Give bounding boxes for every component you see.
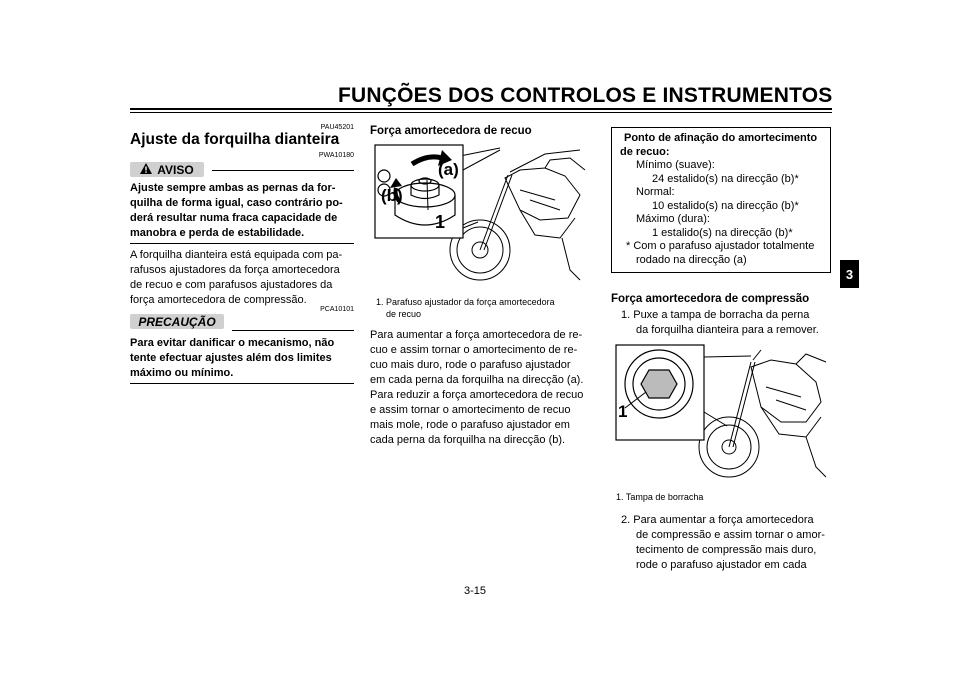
warning-line: manobra e perda de estabilidade. — [130, 227, 305, 239]
warning-triangle-icon — [140, 163, 152, 177]
box-min-value: 24 estalido(s) na direcção (b)* — [652, 172, 799, 185]
page-number: 3-15 — [464, 585, 487, 597]
box-normal-label: Normal: — [636, 186, 675, 198]
rebound-figure — [370, 140, 597, 287]
label-rubber-cap-1: 1 — [618, 402, 628, 421]
caution-rule — [232, 330, 354, 331]
step-line: de compressão e assim tornar o amor- — [636, 529, 825, 541]
compression-step-2 — [611, 513, 831, 573]
step-line: 2. Para aumentar a força amortecedora — [621, 514, 814, 526]
box-normal-value: 10 estalido(s) na direcção (b)* — [652, 199, 799, 212]
compression-step-1 — [611, 308, 831, 338]
rebound-figure-caption — [376, 296, 598, 320]
label-part-1: 1 — [435, 212, 446, 232]
rebound-line: e assim tornar o amortecimento de recuo — [370, 404, 571, 416]
section-code: PAU45201 — [320, 124, 354, 131]
section-title: Ajuste da forquilha dianteira — [130, 131, 340, 148]
motorcycle-illustration-2 — [611, 342, 834, 482]
caption-line: de recuo — [386, 309, 422, 319]
rebound-line: mais mole, rode o parafuso ajustador em — [370, 419, 570, 431]
compression-figure-caption: 1. Tampa de borracha — [616, 492, 704, 502]
step-line: 1. Puxe a tampa de borracha da perna — [621, 309, 810, 321]
rebound-heading: Força amortecedora de recuo — [370, 125, 532, 137]
box-max-value: 1 estalido(s) na direcção (b)* — [652, 226, 793, 239]
rebound-paragraph — [370, 328, 598, 448]
intro-line: A forquilha dianteira está equipada com pa- — [130, 249, 343, 261]
motorcycle-illustration — [370, 140, 597, 287]
box-title: Ponto de afinação do amortecimento — [624, 132, 818, 144]
step-line: rode o parafuso ajustador em cada — [636, 559, 807, 571]
warning-badge — [130, 162, 204, 177]
box-max-label: Máximo (dura): — [636, 213, 710, 225]
box-min-label: Mínimo (suave): — [636, 159, 715, 171]
intro-line: de recuo e com parafusos ajustadores da — [130, 279, 333, 291]
warning-badge-label: AVISO — [157, 162, 194, 177]
header-rule-thin — [130, 112, 832, 113]
warning-line: Ajuste sempre ambas as pernas da for- — [130, 182, 336, 194]
warning-end-rule — [130, 243, 354, 244]
intro-line: rafusos ajustadores da força amortecedora — [130, 264, 340, 276]
box-footnote-cont: rodado na direcção (a) — [636, 253, 747, 266]
header-rule-thick — [130, 108, 832, 110]
caution-line: máximo ou mínimo. — [130, 367, 234, 379]
warning-line: derá resultar numa fraca capacidade de — [130, 212, 338, 224]
rebound-line: em cada perna da forquilha na direcção (a). — [370, 374, 584, 386]
caution-line: Para evitar danificar o mecanismo, não — [130, 337, 335, 349]
intro-line: força amortecedora de compressão. — [130, 294, 307, 306]
warning-text — [130, 181, 355, 241]
chapter-tab: 3 — [840, 260, 859, 288]
intro-paragraph — [130, 248, 355, 308]
label-direction-b: (b) — [381, 186, 403, 205]
caution-line: tente efectuar ajustes além dos limites — [130, 352, 332, 364]
label-direction-a: (a) — [438, 160, 459, 179]
caution-text — [130, 336, 355, 381]
caution-end-rule — [130, 383, 354, 384]
box-title-cont: de recuo: — [620, 145, 670, 158]
rebound-settings-box — [611, 127, 831, 273]
warning-line: quilha de forma igual, caso contrário po- — [130, 197, 343, 209]
compression-figure — [611, 342, 834, 482]
page-header-title: FUNÇÕES DOS CONTROLOS E INSTRUMENTOS — [338, 84, 833, 107]
rebound-line: cuo e assim tornar o amortecimento de re- — [370, 344, 578, 356]
compression-heading: Força amortecedora de compressão — [611, 293, 810, 305]
box-footnote: * Com o parafuso ajustador totalmente — [626, 240, 815, 252]
rebound-line: cada perna da forquilha na direcção (b). — [370, 434, 566, 446]
step-line: tecimento de compressão mais duro, — [636, 544, 817, 556]
caption-line: 1. Parafuso ajustador da força amortecedora — [376, 297, 555, 307]
rebound-line: Para reduzir a força amortecedora de recuo — [370, 389, 584, 401]
warning-code: PWA10180 — [318, 152, 354, 159]
warning-rule — [212, 170, 354, 171]
caution-badge: PRECAUÇÃO — [130, 314, 224, 329]
caution-code: PCA10101 — [320, 306, 354, 313]
rebound-line: cuo mais duro, rode o parafuso ajustador — [370, 359, 571, 371]
step-line: da forquilha dianteira para a remover. — [636, 324, 819, 336]
rebound-line: Para aumentar a força amortecedora de re- — [370, 329, 583, 341]
